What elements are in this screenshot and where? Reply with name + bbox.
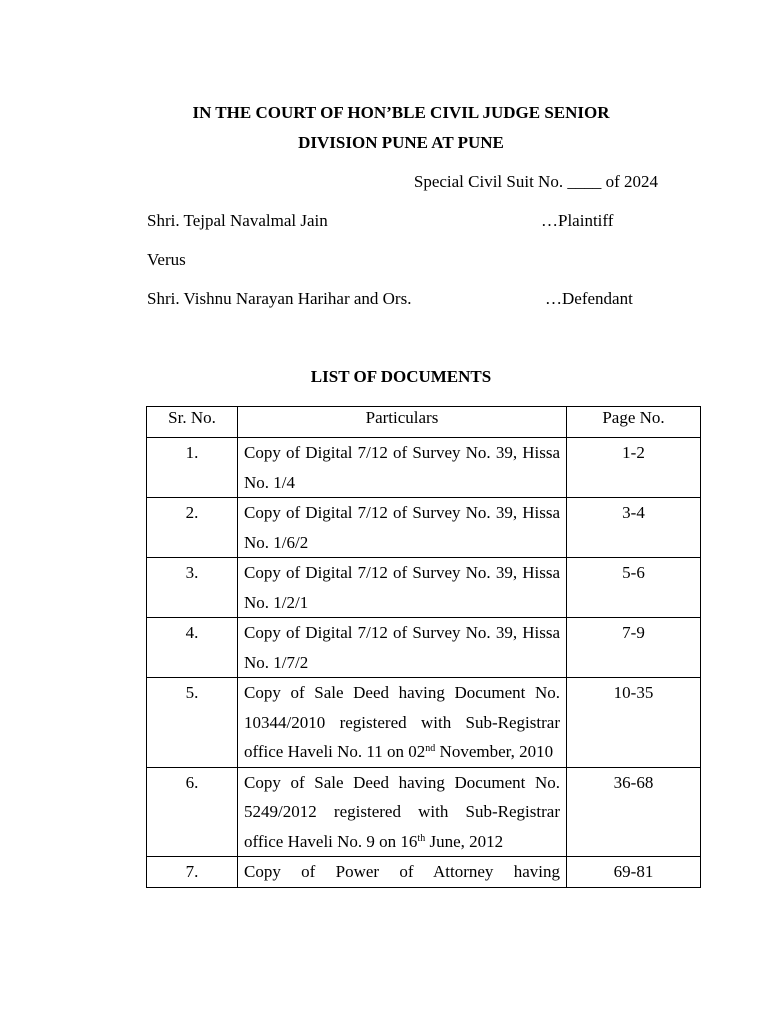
table-row [147,558,701,618]
row-page-no: 10-35 [567,678,701,768]
table-row [147,498,701,558]
ordinal-suffix: th [417,832,426,844]
row-page-no: 5-6 [567,558,701,618]
row-particulars: Copy of Digital 7/12 of Survey No. 39, Hissa No. 1/4 [238,438,567,498]
particulars-text: Copy of Sale Deed having Document No. 10344/2010 registered with Sub-Registrar office Haveli No. 11 on 02 [244,683,560,761]
court-title-line-2: DIVISION PUNE AT PUNE [298,133,504,152]
particulars-text-end: June, 2012 [425,831,504,851]
row-particulars: Copy of Digital 7/12 of Survey No. 39, Hissa No. 1/2/1 [238,558,567,618]
row-sr-no: 1. [147,438,238,498]
ordinal-suffix: nd [425,743,436,754]
court-title-line-1: IN THE COURT OF HON’BLE CIVIL JUDGE SENIOR [192,103,610,122]
suit-number: Special Civil Suit No. ____ of 2024 [413,172,658,191]
row-particulars [238,678,567,768]
row-sr-no: 4. [147,618,238,678]
list-title: LIST OF DOCUMENTS [310,367,492,386]
defendant-role: …Defendant [545,289,633,308]
row-sr-no: 3. [147,558,238,618]
particulars-text-end: November, 2010 [435,742,554,761]
row-page-no: 3-4 [567,498,701,558]
row-sr-no: 5. [147,678,238,768]
defendant-name: Shri. Vishnu Narayan Harihar and Ors. [147,289,412,308]
particulars-text: Copy of Sale Deed having Document No. 5249/2012 registered with Sub-Registrar office Haveli No. 9 on 16 [244,772,560,851]
table-row [147,618,701,678]
versus-text: Verus [147,250,186,269]
row-particulars: Copy of Power of Attorney having [238,857,567,888]
row-page-no: 7-9 [567,618,701,678]
documents-table [146,406,701,888]
table-row [147,438,701,498]
plaintiff-role: …Plaintiff [541,211,614,230]
row-particulars: Copy of Digital 7/12 of Survey No. 39, Hissa No. 1/6/2 [238,498,567,558]
table-header-row [147,407,701,438]
row-particulars [238,767,567,857]
row-sr-no: 2. [147,498,238,558]
row-page-no: 1-2 [567,438,701,498]
plaintiff-name: Shri. Tejpal Navalmal Jain [147,211,328,230]
row-page-no: 69-81 [567,857,701,888]
table-row [147,678,701,768]
table-row [147,767,701,857]
header-sr-no: Sr. No. [147,407,238,438]
row-sr-no: 7. [147,857,238,888]
table-row [147,857,701,888]
header-page-no: Page No. [567,407,701,438]
header-particulars: Particulars [238,407,567,438]
row-particulars: Copy of Digital 7/12 of Survey No. 39, Hissa No. 1/7/2 [238,618,567,678]
row-sr-no: 6. [147,767,238,857]
row-page-no: 36-68 [567,767,701,857]
